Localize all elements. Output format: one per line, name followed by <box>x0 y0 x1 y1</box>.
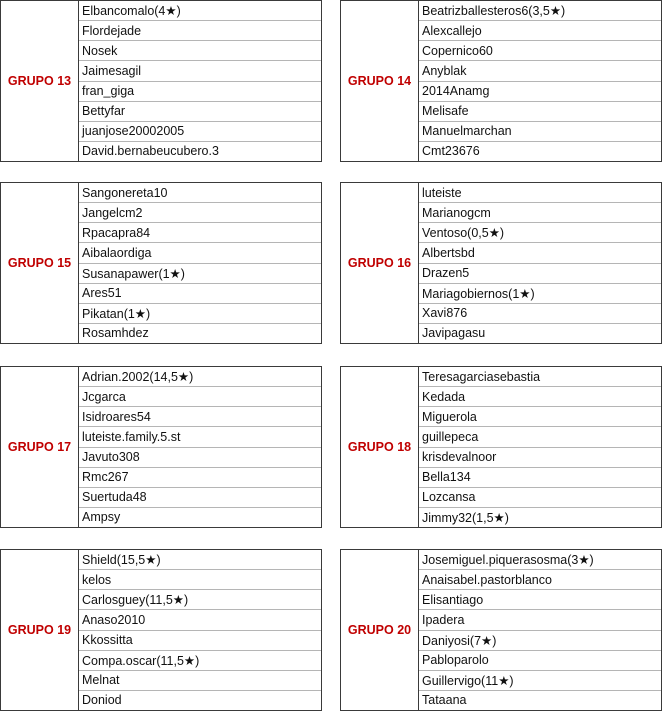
player-row: Ventoso(0,5★) <box>419 223 661 243</box>
group-table-18 <box>340 366 662 528</box>
player-list <box>419 183 661 343</box>
player-list <box>79 367 321 527</box>
player-row: Mariagobiernos(1★) <box>419 284 661 304</box>
player-list <box>79 183 321 343</box>
player-list <box>419 550 661 710</box>
group-table-20 <box>340 549 662 711</box>
player-row: Kkossitta <box>79 631 321 651</box>
player-row: Ares51 <box>79 284 321 304</box>
player-row: Anaisabel.pastorblanco <box>419 570 661 590</box>
player-list <box>79 550 321 710</box>
player-row: Aibalaordiga <box>79 243 321 263</box>
player-row: Kedada <box>419 387 661 407</box>
player-row: Anyblak <box>419 61 661 81</box>
player-row: Daniyosi(7★) <box>419 631 661 651</box>
player-row: David.bernabeucubero.3 <box>82 144 219 159</box>
group-label: GRUPO 13 <box>1 1 79 161</box>
player-row: Albertsbd <box>419 243 661 263</box>
group-label: GRUPO 20 <box>341 550 419 710</box>
player-row: Manuelmarchan <box>419 122 661 142</box>
player-row: luteiste <box>419 183 661 203</box>
player-row: Pabloparolo <box>419 651 661 671</box>
player-row: Miguerola <box>419 407 661 427</box>
player-row: Drazen5 <box>419 264 661 284</box>
player-row: Adrian.2002(14,5★) <box>79 367 321 387</box>
group-table-19 <box>0 549 322 711</box>
player-row: Jcgarca <box>79 387 321 407</box>
player-row: Teresagarciasebastia <box>419 367 661 387</box>
player-row: Javuto308 <box>79 448 321 468</box>
player-row: Shield(15,5★) <box>79 550 321 570</box>
player-row: Flordejade <box>79 21 321 41</box>
group-table-13 <box>0 0 322 162</box>
player-row: Sangonereta10 <box>79 183 321 203</box>
group-label: GRUPO 16 <box>341 183 419 343</box>
player-row: luteiste.family.5.st <box>79 427 321 447</box>
player-row: Rpacapra84 <box>79 223 321 243</box>
player-row: krisdevalnoor <box>419 448 661 468</box>
player-row: Bettyfar <box>79 102 321 122</box>
player-row: Melisafe <box>419 102 661 122</box>
player-row: Nosek <box>79 41 321 61</box>
player-row: Suertuda48 <box>79 488 321 508</box>
player-row: Xavi876 <box>419 304 661 324</box>
player-row: fran_giga <box>79 82 321 102</box>
player-row: Rosamhdez <box>82 326 149 341</box>
player-row: Jangelcm2 <box>79 203 321 223</box>
player-row: Elbancomalo(4★) <box>79 1 321 21</box>
player-row: Doniod <box>82 693 122 708</box>
player-list <box>79 1 321 161</box>
group-table-14 <box>340 0 662 162</box>
player-row: kelos <box>79 570 321 590</box>
player-row: Alexcallejo <box>419 21 661 41</box>
player-row: Tataana <box>422 693 467 708</box>
player-row: Lozcansa <box>419 488 661 508</box>
player-row: Melnat <box>79 671 321 691</box>
player-row: Bella134 <box>419 468 661 488</box>
player-row: 2014Anamg <box>419 82 661 102</box>
player-row: Jaimesagil <box>79 61 321 81</box>
group-label: GRUPO 14 <box>341 1 419 161</box>
player-row: Copernico60 <box>419 41 661 61</box>
player-row: Jimmy32(1,5★) <box>422 510 509 525</box>
player-row: Anaso2010 <box>79 610 321 630</box>
player-row: Rmc267 <box>79 468 321 488</box>
player-row: Josemiguel.piquerasosma(3★) <box>419 550 661 570</box>
player-row: Cmt23676 <box>422 144 480 159</box>
group-label: GRUPO 15 <box>1 183 79 343</box>
player-list <box>419 1 661 161</box>
player-row: Ampsy <box>82 510 121 525</box>
group-table-15 <box>0 182 322 344</box>
player-row: Compa.oscar(11,5★) <box>79 651 321 671</box>
player-row: Carlosguey(11,5★) <box>79 590 321 610</box>
player-row: Elisantiago <box>419 590 661 610</box>
player-row: Susanapawer(1★) <box>79 264 321 284</box>
player-row: guillepeca <box>419 427 661 447</box>
group-table-16 <box>340 182 662 344</box>
group-label: GRUPO 17 <box>1 367 79 527</box>
player-row: Guillervigo(11★) <box>419 671 661 691</box>
player-row: juanjose20002005 <box>79 122 321 142</box>
player-list <box>419 367 661 527</box>
player-row: Marianogcm <box>419 203 661 223</box>
player-row: Beatrizballesteros6(3,5★) <box>419 1 661 21</box>
player-row: Ipadera <box>419 610 661 630</box>
player-row: Isidroares54 <box>79 407 321 427</box>
group-table-17 <box>0 366 322 528</box>
group-label: GRUPO 19 <box>1 550 79 710</box>
player-row: Javipagasu <box>422 326 486 341</box>
player-row: Pikatan(1★) <box>79 304 321 324</box>
group-label: GRUPO 18 <box>341 367 419 527</box>
